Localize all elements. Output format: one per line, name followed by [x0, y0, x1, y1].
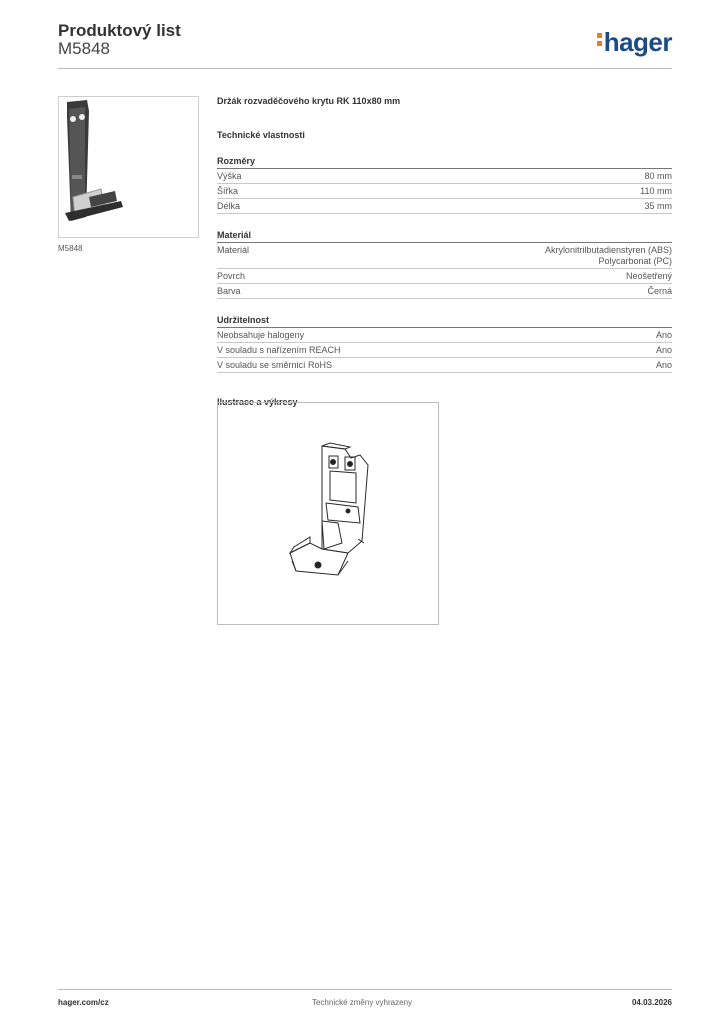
- footer-date: 04.03.2026: [631, 998, 672, 1007]
- page-title: Produktový list: [58, 21, 181, 40]
- spec-label: Materiál: [217, 245, 250, 255]
- spec-value: [644, 171, 672, 182]
- footer-divider: [58, 989, 672, 990]
- spec-value-line: 35 mm: [644, 201, 672, 211]
- spec-label: Neobsahuje halogeny: [217, 330, 305, 340]
- header-divider: [58, 68, 672, 69]
- spec-row: [217, 169, 672, 184]
- photo-caption: M5848: [58, 244, 83, 253]
- spec-row: [217, 243, 672, 269]
- spec-value: [644, 201, 672, 212]
- spec-row: [217, 343, 672, 358]
- spec-row: [217, 284, 672, 299]
- logo-text: hager: [603, 27, 672, 57]
- spec-value-line: 110 mm: [640, 186, 672, 196]
- spec-label: Šířka: [217, 186, 239, 196]
- spec-groups: [217, 156, 672, 373]
- spec-value: [647, 286, 672, 297]
- spec-value-line: Ano: [655, 330, 672, 340]
- logo-dots-icon: [597, 30, 602, 49]
- spec-row: [217, 199, 672, 214]
- spec-row: [217, 184, 672, 199]
- spec-row: [217, 358, 672, 373]
- spec-row: [217, 328, 672, 343]
- illustration-title: Ilustrace a výkresy: [217, 397, 298, 407]
- spec-value-line: Akrylonitrilbutadienstyren (ABS): [544, 245, 672, 255]
- spec-value: [626, 271, 672, 282]
- spec-group-title: Materiál: [217, 230, 672, 243]
- spec-value-line: Polycarbonat (PC): [598, 256, 672, 266]
- spec-label: Výška: [217, 171, 242, 181]
- spec-value-line: Ano: [655, 360, 672, 370]
- product-photo-image: [59, 97, 198, 237]
- spec-group-title: Udržitelnost: [217, 315, 672, 328]
- section-title: Technické vlastnosti: [217, 130, 305, 140]
- technical-drawing: [217, 402, 439, 625]
- spec-row: [217, 269, 672, 284]
- product-code: M5848: [58, 39, 110, 58]
- spec-label: V souladu se směrnicí RoHS: [217, 360, 333, 370]
- footer-website-link[interactable]: hager.com/cz: [58, 998, 109, 1007]
- product-name: Držák rozvaděčového krytu RK 110x80 mm: [217, 96, 401, 106]
- spec-value: [656, 345, 672, 356]
- specifications: [217, 96, 672, 407]
- hager-logo: [597, 27, 672, 58]
- spec-label: Povrch: [217, 271, 246, 281]
- spec-value: [656, 360, 672, 371]
- spec-value: [545, 245, 672, 267]
- technical-drawing-image: [218, 403, 438, 624]
- spec-value: [656, 330, 672, 341]
- footer-notice: Technické změny vyhrazeny: [311, 998, 413, 1007]
- product-photo: [58, 96, 199, 238]
- spec-label: Délka: [217, 201, 241, 211]
- spec-value-line: 80 mm: [644, 171, 672, 181]
- spec-group-title: Rozměry: [217, 156, 672, 169]
- spec-label: Barva: [217, 286, 241, 296]
- spec-value: [640, 186, 672, 197]
- spec-value-line: Ano: [655, 345, 672, 355]
- spec-value-line: Černá: [647, 286, 672, 296]
- spec-value-line: Neošetřený: [625, 271, 672, 281]
- spec-label: V souladu s nařízením REACH: [217, 345, 341, 355]
